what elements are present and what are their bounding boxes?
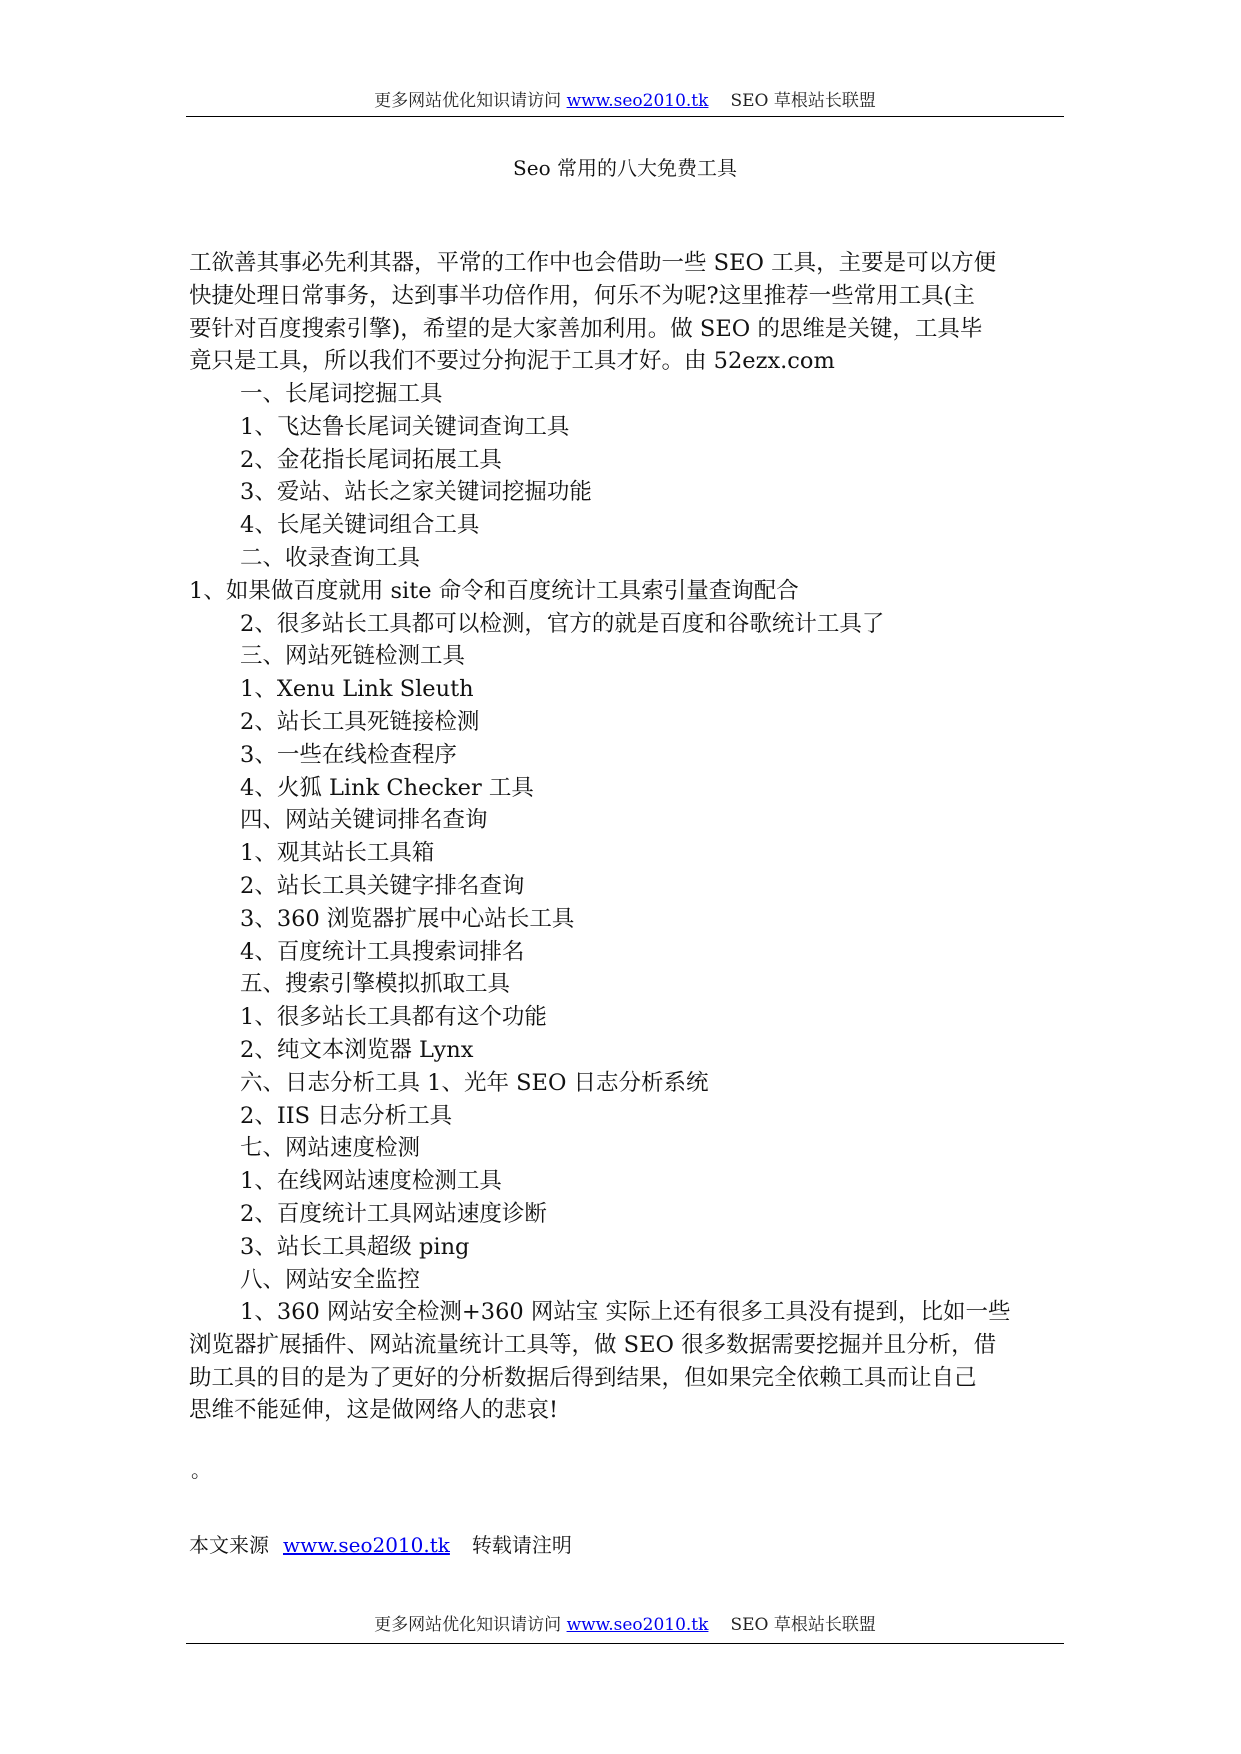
list-item: 3、360 浏览器扩展中心站长工具 xyxy=(240,905,575,932)
closing-line: 浏览器扩展插件、网站流量统计工具等，做 SEO 很多数据需要挖掘并且分析，借 xyxy=(189,1331,997,1358)
intro-line: 快捷处理日常事务，达到事半功倍作用，何乐不为呢?这里推荐一些常用工具(主 xyxy=(189,282,975,309)
source-prefix: 本文来源 xyxy=(189,1533,269,1557)
section-heading: 五、搜索引擎模拟抓取工具 xyxy=(240,971,511,998)
list-item: 1、如果做百度就用 site 命令和百度统计工具索引量查询配合 xyxy=(189,577,799,604)
intro-paragraph xyxy=(189,247,1065,378)
source-note xyxy=(189,1531,572,1559)
list-item: 1、很多站长工具都有这个功能 xyxy=(240,1004,547,1031)
list-item: 2、百度统计工具网站速度诊断 xyxy=(240,1200,547,1227)
list-item: 3、爱站、站长之家关键词挖掘功能 xyxy=(240,479,592,506)
list-item: 3、站长工具超级 ping xyxy=(240,1233,470,1260)
footer-rule xyxy=(186,1643,1064,1644)
list-item: 2、站长工具死链接检测 xyxy=(240,708,480,735)
list-item: 3、一些在线检查程序 xyxy=(240,741,457,768)
list-item: 1、飞达鲁长尾词关键词查询工具 xyxy=(240,413,570,440)
intro-line: 工欲善其事必先利其器，平常的工作中也会借助一些 SEO 工具，主要是可以方便 xyxy=(189,250,997,276)
list-item: 1、观其站长工具箱 xyxy=(240,840,435,867)
stray-period: 。 xyxy=(191,1458,211,1482)
list-item: 4、百度统计工具搜索词排名 xyxy=(240,938,525,965)
header-prefix: 更多网站优化知识请访问 xyxy=(374,91,562,111)
list-item: 2、站长工具关键字排名查询 xyxy=(240,872,525,899)
closing-line: 助工具的目的是为了更好的分析数据后得到结果，但如果完全依赖工具而让自己 xyxy=(189,1364,977,1391)
section-heading: 四、网站关键词排名查询 xyxy=(240,807,488,834)
list-item: 2、纯文本浏览器 Lynx xyxy=(240,1036,474,1063)
list-item: 2、很多站长工具都可以检测，官方的就是百度和谷歌统计工具了 xyxy=(240,610,885,637)
page-footer xyxy=(186,1613,1064,1637)
footer-link[interactable]: www.seo2010.tk xyxy=(566,1615,709,1635)
source-suffix: 转载请注明 xyxy=(471,1533,572,1557)
header-rule xyxy=(186,116,1064,117)
source-link[interactable]: www.seo2010.tk xyxy=(283,1533,450,1557)
list-item: 4、火狐 Link Checker 工具 xyxy=(240,774,534,801)
header-link[interactable]: www.seo2010.tk xyxy=(566,91,709,111)
closing-line: 1、360 网站安全检测+360 网站宝 实际上还有很多工具没有提到，比如一些 xyxy=(240,1299,1011,1325)
list-item: 1、在线网站速度检测工具 xyxy=(240,1168,502,1195)
list-item: 1、Xenu Link Sleuth xyxy=(240,676,474,703)
header-suffix: SEO 草根站长联盟 xyxy=(730,91,876,111)
section-heading: 七、网站速度检测 xyxy=(240,1135,421,1162)
footer-prefix: 更多网站优化知识请访问 xyxy=(374,1615,562,1635)
section-heading: 一、长尾词挖掘工具 xyxy=(240,381,443,407)
tool-list xyxy=(189,378,1065,1296)
list-item: 4、长尾关键词组合工具 xyxy=(240,512,480,539)
intro-line: 要针对百度搜索引擎)，希望的是大家善加利用。做 SEO 的思维是关键，工具毕 xyxy=(189,315,983,342)
section-heading: 三、网站死链检测工具 xyxy=(240,643,466,670)
intro-line: 竟只是工具，所以我们不要过分拘泥于工具才好。由 52ezx.com xyxy=(189,348,835,375)
section-heading: 八、网站安全监控 xyxy=(240,1266,421,1293)
section-heading: 六、日志分析工具 1、光年 SEO 日志分析系统 xyxy=(240,1069,709,1096)
closing-line: 思维不能延伸，这是做网络人的悲哀! xyxy=(189,1397,559,1424)
page-header xyxy=(186,89,1064,113)
footer-suffix: SEO 草根站长联盟 xyxy=(730,1615,876,1635)
section-heading: 二、收录查询工具 xyxy=(240,544,421,571)
list-item: 2、金花指长尾词拓展工具 xyxy=(240,446,502,473)
closing-paragraph xyxy=(189,1296,1065,1427)
document-title: Seo 常用的八大免费工具 xyxy=(513,156,737,180)
list-item: 2、IIS 日志分析工具 xyxy=(240,1102,453,1129)
